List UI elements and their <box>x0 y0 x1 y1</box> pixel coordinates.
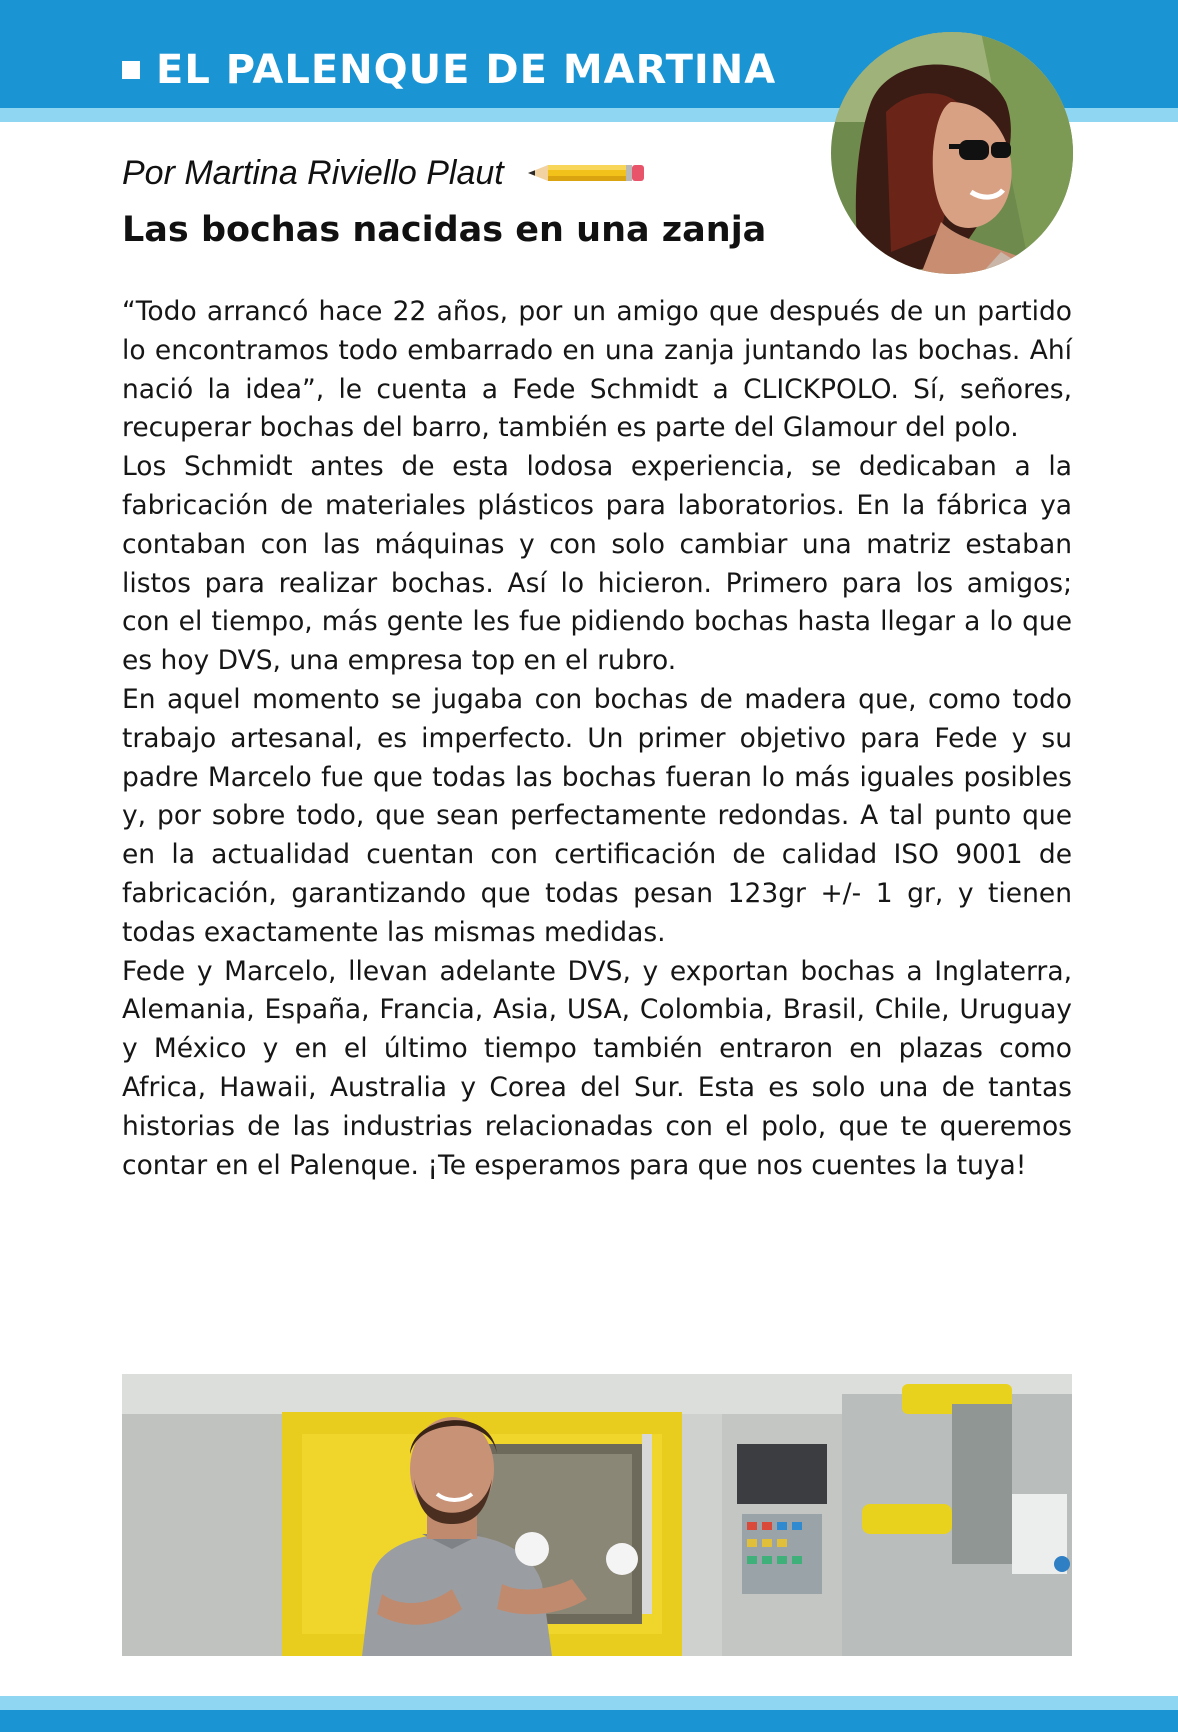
article-paragraph: “Todo arrancó hace 22 años, por un amigo que después de un partido lo encontramos todo embarrado en una zanja juntando las bochas. Ahí nació la idea”, le cuenta a Fede Schmidt a CLICKPOLO. Sí, señores, recuperar bochas del barro, también es parte del Glamour del polo. <box>122 296 1072 444</box>
article-paragraph: Fede y Marcelo, llevan adelante DVS, y exportan bochas a Inglaterra, Alemania, España, Francia, Asia, USA, Colombia, Brasil, Chile, Uruguay y México y en el último tiempo también entraron en plazas como Africa, Hawaii, Australia y Corea del Sur. Esta es solo una de tantas historias de las industrias relacionadas con el polo, que te queremos contar en el Palenque. ¡Te esperamos para que nos cuentes la tuya! <box>122 955 1072 1181</box>
author-photo <box>831 32 1073 274</box>
section-label <box>122 46 776 94</box>
square-bullet-icon <box>122 61 140 79</box>
footer-bar <box>0 1710 1178 1732</box>
author-portrait <box>831 32 1073 274</box>
article-paragraph: Los Schmidt antes de esta lodosa experiencia, se dedicaban a la fabricación de materiales plásticos para laboratorios. En la fábrica ya contaban con las máquinas y con solo cambiar una matriz estaban listos para realizar bochas. Así lo hicieron. Primero para los amigos; con el tiempo, más gente les fue pidiendo bochas hasta llegar a lo que es hoy DVS, una empresa top en el rubro. <box>122 451 1072 677</box>
factory-photo <box>122 1374 1072 1656</box>
section-title: EL PALENQUE DE MARTINA <box>156 47 777 93</box>
article-photo <box>122 1374 1072 1656</box>
byline <box>122 150 644 196</box>
article-paragraph: En aquel momento se jugaba con bochas de madera que, como todo trabajo artesanal, es imperfecto. Un primer objetivo para Fede y su padre Marcelo fue que todas las bochas fueran lo más iguales posibles y, por sobre todo, que sean perfectamente redondas. A tal punto que en la actualidad cuentan con certificación de calidad ISO 9001 de fabricación, garantizando que todas pesan 123gr +/- 1 gr, y tienen todas exactamente las mismas medidas. <box>122 683 1072 948</box>
author-name: Por Martina Riviello Plaut <box>122 153 504 192</box>
article-body <box>122 293 1072 1185</box>
footer-stripe <box>0 1696 1178 1710</box>
pencil-icon <box>528 162 644 184</box>
article-headline: Las bochas nacidas en una zanja <box>122 210 767 250</box>
